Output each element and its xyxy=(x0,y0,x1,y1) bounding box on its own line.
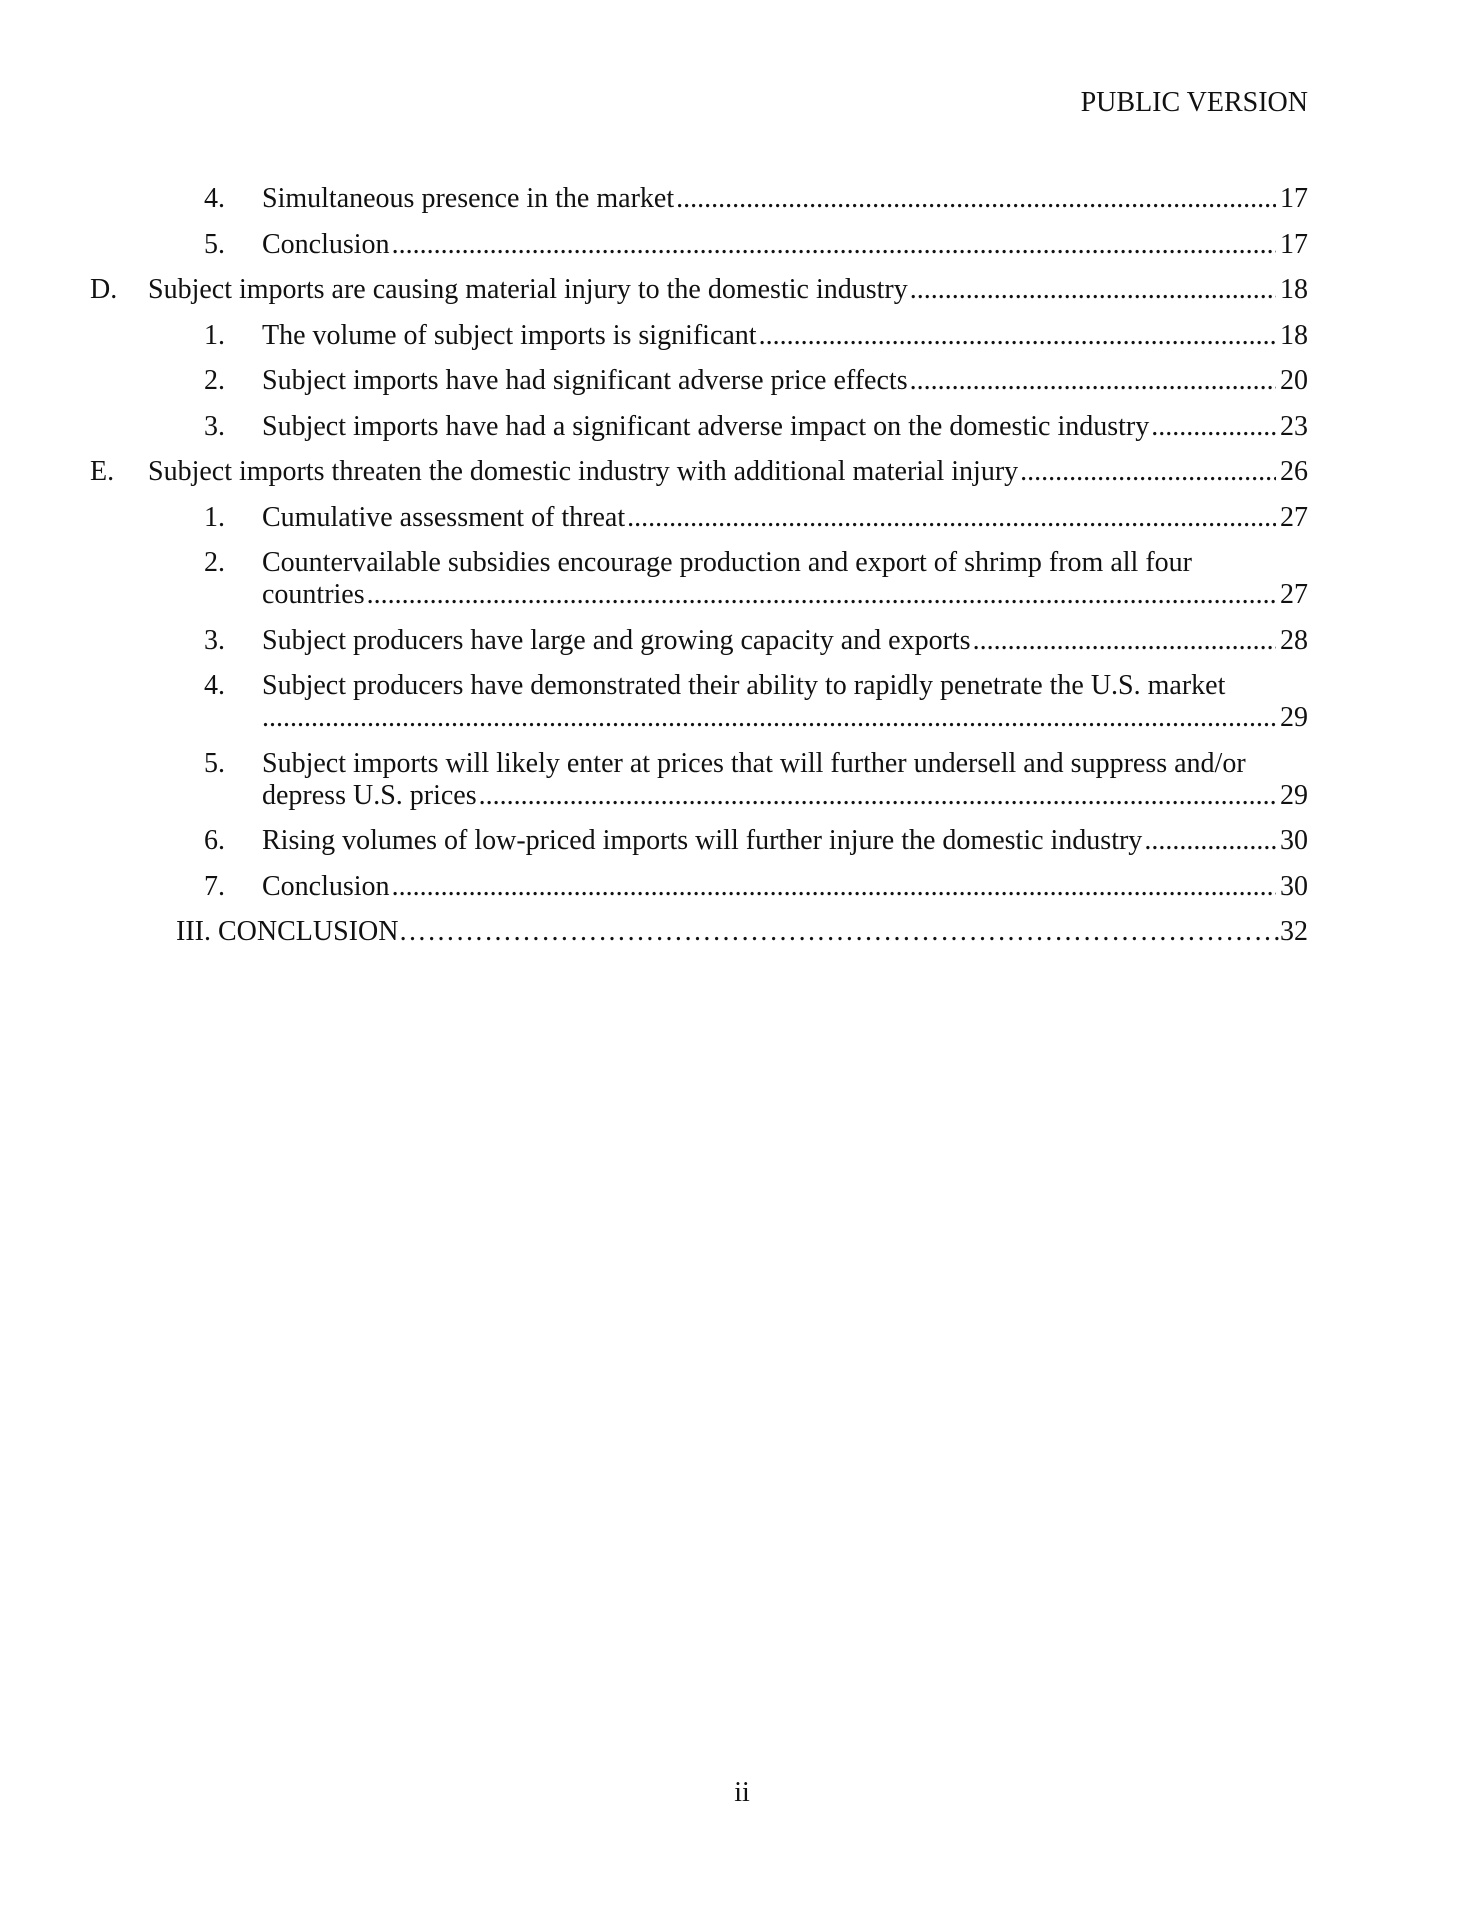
toc-entry[interactable] xyxy=(176,319,1308,353)
toc-entry-page: 30 xyxy=(1280,825,1308,856)
toc-entry[interactable] xyxy=(176,669,1308,735)
toc-entry-title: Subject producers have demonstrated their ability to rapidly penetrate the U.S. market xyxy=(262,670,1226,701)
dot-leader xyxy=(262,701,1276,735)
toc-entry-number: 6. xyxy=(204,825,225,856)
toc-entry-title: Simultaneous presence in the market xyxy=(262,183,675,214)
toc-entry-number: 5. xyxy=(204,747,225,779)
toc-entry[interactable] xyxy=(176,546,1308,612)
toc-entry-title: Countervailable subsidies encourage production and export of shrimp from all four xyxy=(262,547,1192,578)
toc-entry-title: III. CONCLUSION xyxy=(176,916,399,947)
toc-entry-page: 27 xyxy=(1280,579,1308,610)
toc-entry-number: 7. xyxy=(204,870,225,902)
toc-entry-title: Subject producers have large and growing capacity and exports xyxy=(262,624,971,656)
toc-entry-page: 30 xyxy=(1280,870,1308,902)
toc-entry-page: 27 xyxy=(1280,501,1308,533)
toc-entry[interactable] xyxy=(176,870,1308,904)
toc-entry-title-continued: depress U.S. prices xyxy=(262,779,477,811)
toc-entry[interactable] xyxy=(64,273,1308,307)
toc-entry-number: 5. xyxy=(204,228,225,260)
toc-entry-title: Subject imports are causing material injury to the domestic industry xyxy=(148,274,908,305)
toc-entry[interactable] xyxy=(176,410,1308,444)
toc-entry[interactable] xyxy=(176,501,1308,535)
page-number: ii xyxy=(734,1777,750,1808)
dot-leader xyxy=(479,779,1276,813)
toc-entry-title: Cumulative assessment of threat xyxy=(262,501,626,533)
running-header: PUBLIC VERSION xyxy=(1080,87,1308,118)
dot-leader xyxy=(676,182,1276,216)
toc-entry-title: Subject imports have had significant adverse price effects xyxy=(262,365,908,396)
toc-entry-page: 29 xyxy=(1280,702,1308,733)
toc-entry-page: 20 xyxy=(1280,365,1308,396)
toc-entry[interactable] xyxy=(176,182,1308,216)
table-of-contents xyxy=(90,182,1308,961)
dot-leader xyxy=(1151,410,1276,444)
toc-entry-title: Subject imports have had a significant adverse impact on the domestic industry xyxy=(262,410,1150,442)
dot-leader xyxy=(398,915,1280,949)
toc-entry-title-continued: countries xyxy=(262,579,365,610)
toc-entry-page: 29 xyxy=(1280,779,1308,811)
dot-leader xyxy=(973,624,1276,658)
toc-entry-page: 18 xyxy=(1280,274,1308,305)
toc-entry-title: The volume of subject imports is significant xyxy=(262,319,757,351)
toc-entry-page: 23 xyxy=(1280,410,1308,442)
toc-entry-title: Conclusion xyxy=(262,228,390,260)
toc-entry-number: D. xyxy=(90,274,118,305)
toc-entry-number: 4. xyxy=(204,670,225,701)
toc-entry-page: 26 xyxy=(1280,456,1308,487)
toc-entry-title: Subject imports will likely enter at prices that will further undersell and suppress and/or xyxy=(262,747,1246,779)
dot-leader xyxy=(392,228,1276,262)
dot-leader xyxy=(1144,824,1276,858)
dot-leader xyxy=(759,319,1276,353)
toc-entry-title: Rising volumes of low-priced imports will further injure the domestic industry xyxy=(262,825,1143,856)
dot-leader xyxy=(627,501,1276,535)
toc-entry[interactable] xyxy=(176,624,1308,658)
toc-entry-number: 2. xyxy=(204,365,225,396)
toc-entry-page: 28 xyxy=(1280,624,1308,656)
toc-entry-number: E. xyxy=(90,456,115,487)
toc-entry-number: 1. xyxy=(204,319,225,351)
toc-entry[interactable] xyxy=(176,824,1308,858)
toc-entry-title: Subject imports threaten the domestic industry with additional material injury xyxy=(148,456,1019,487)
toc-entry[interactable] xyxy=(176,364,1308,398)
toc-entry-number: 2. xyxy=(204,547,225,578)
toc-entry-title: Conclusion xyxy=(262,870,390,902)
toc-entry-page: 18 xyxy=(1280,319,1308,351)
toc-entry[interactable] xyxy=(176,915,1308,949)
toc-entry-number: 3. xyxy=(204,624,225,656)
toc-entry[interactable] xyxy=(176,228,1308,262)
toc-entry-page: 17 xyxy=(1280,183,1308,214)
dot-leader xyxy=(910,273,1276,307)
toc-entry-number: 4. xyxy=(204,183,225,214)
dot-leader xyxy=(367,578,1276,612)
toc-entry-number: 3. xyxy=(204,410,225,442)
toc-entry[interactable] xyxy=(176,747,1308,813)
toc-entry-page: 17 xyxy=(1280,228,1308,260)
toc-entry[interactable] xyxy=(64,455,1308,489)
dot-leader xyxy=(1020,455,1276,489)
dot-leader xyxy=(910,364,1276,398)
toc-entry-number: 1. xyxy=(204,501,225,533)
dot-leader xyxy=(392,870,1276,904)
toc-entry-page: 32 xyxy=(1280,916,1308,947)
